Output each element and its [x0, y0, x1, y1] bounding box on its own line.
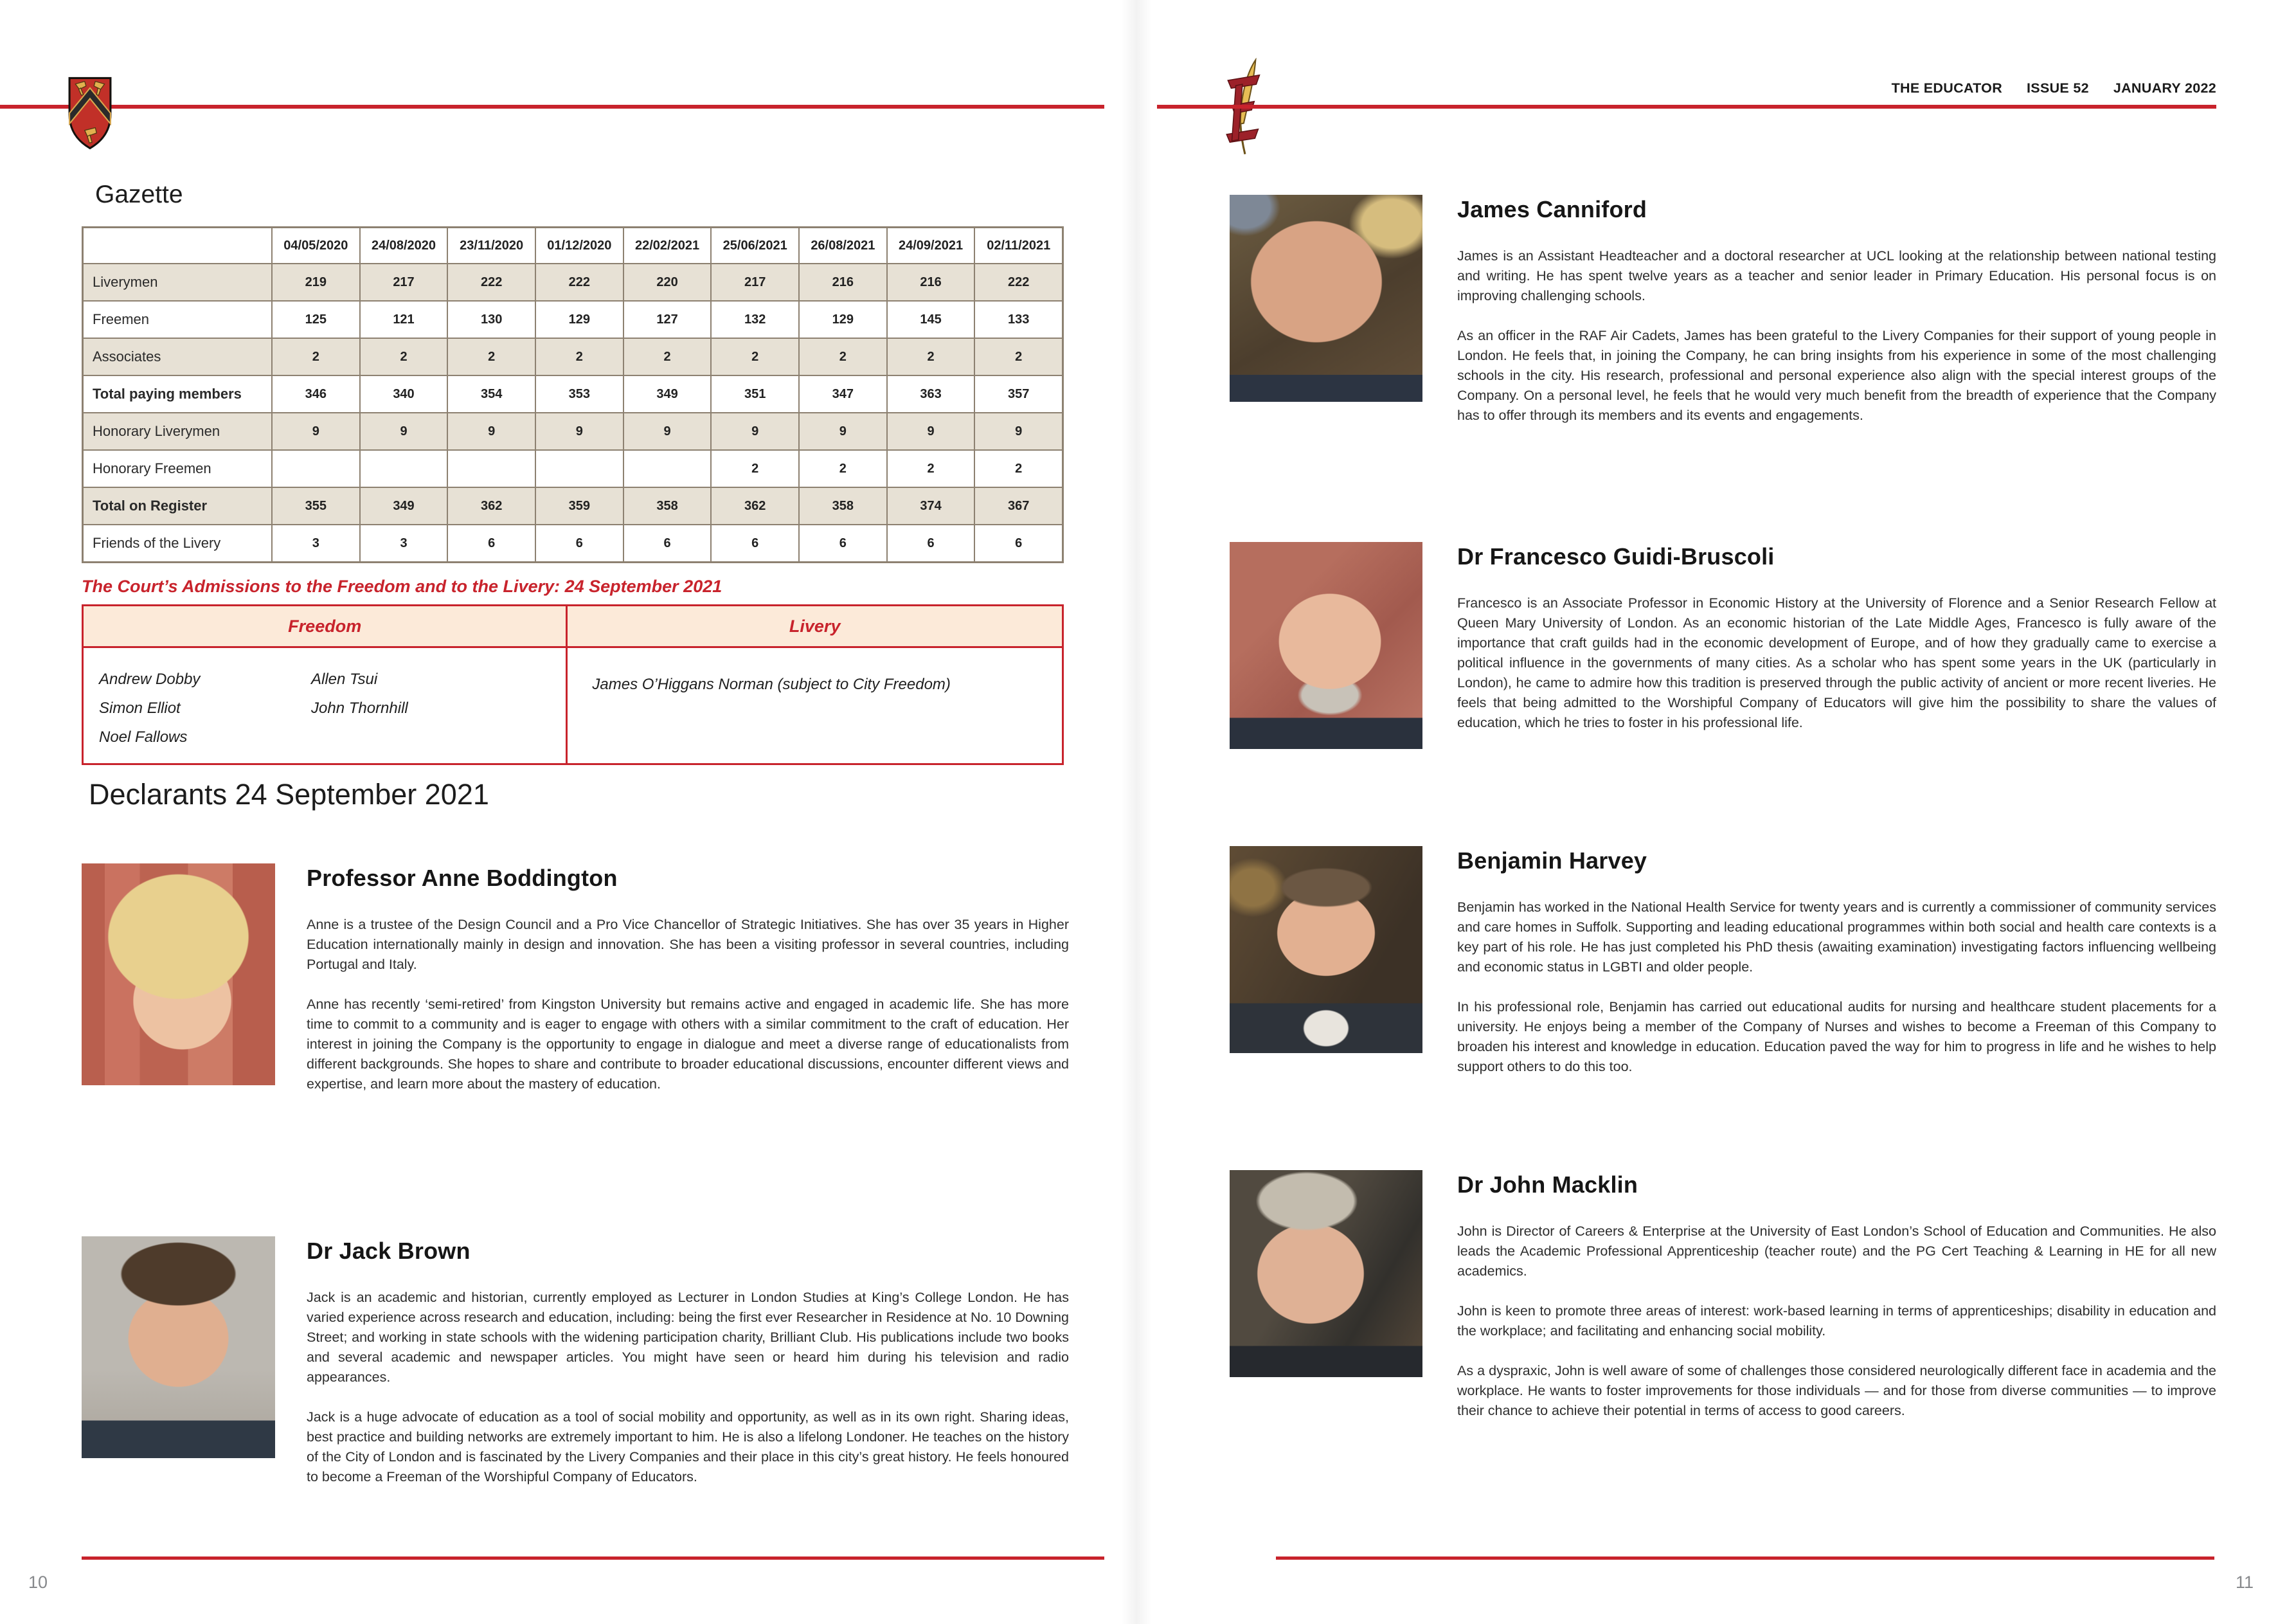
- profile-francesco-guidi-bruscoli: [1230, 542, 2218, 733]
- gazette-cell-value: 362: [447, 488, 535, 524]
- profile-paragraph: Anne is a trustee of the Design Council and a Pro Vice Chancellor of Strategic Initiatives. She has over 35 years in Higher Education internationally mainly in design and innovation. She has been a visiting professor in several countries, including Portugal and Italy.: [307, 917, 1069, 972]
- freedom-names-cell: [84, 648, 568, 763]
- footer-rule-left: [82, 1556, 1104, 1560]
- gazette-cell-value: [359, 451, 447, 487]
- gazette-cell-value: 6: [886, 525, 974, 561]
- profile-paragraph: Francesco is an Associate Professor in Economic History at the University of Florence and a Senior Research Fellow at Queen Mary University of London. As an economic historian of the Late Middle Ages, Francesco is fully aware of the importance that craft guilds had in the economic development of Europe, and of how they gradually came to exercise a political influence in the governments of many cities. As a scholar who has spent some years in the UK (particularly in London), he came to admire how this tradition is preserved through the public activity of ancient or more recent liveries. He feels that being admitted to the Worshipful Company of Educators will give him the possibility to share the values of education, which he tries to foster in his professional life.: [1457, 595, 2216, 730]
- gazette-cell-value: 374: [886, 488, 974, 524]
- admissions-header-row: [84, 606, 1062, 648]
- gazette-cell-value: 2: [886, 451, 974, 487]
- gazette-cell-value: 220: [623, 264, 711, 300]
- gazette-table-row: [84, 449, 1062, 487]
- gazette-cell-value: 222: [447, 264, 535, 300]
- gazette-corner-cell: [84, 228, 271, 263]
- portrait-photo-john-macklin: [1230, 1170, 1422, 1377]
- gazette-cell-value: 145: [886, 302, 974, 338]
- gazette-column-header: 26/08/2021: [798, 228, 886, 263]
- gazette-cell-value: 130: [447, 302, 535, 338]
- gazette-cell-value: 129: [535, 302, 623, 338]
- gazette-cell-value: 354: [447, 376, 535, 412]
- gazette-cell-value: 2: [271, 339, 359, 375]
- gazette-cell-value: 121: [359, 302, 447, 338]
- gazette-table: [82, 226, 1064, 563]
- freedom-column-header: Freedom: [84, 606, 568, 646]
- gazette-row-label: Total paying members: [93, 386, 242, 402]
- profile-text-column: [307, 865, 1069, 1094]
- gazette-cell-value: 362: [710, 488, 798, 524]
- gazette-cell-value: 9: [447, 413, 535, 449]
- gazette-section-title: Gazette: [95, 181, 183, 208]
- gazette-cell-value: 6: [623, 525, 711, 561]
- profile-paragraph: Anne has recently ‘semi-retired’ from Kingston University but remains active and engaged in academic life. She has more time to commit to a community and is eager to engage with others with a similar commitment to the craft of education. Her interest in joining the Company is the opportunity to engage in dialogue and meet a diverse range of educationalists from different backgrounds. She hopes to share and contribute to broader educational discussions, encounter different views and expertise, and learn more about the mastery of education.: [307, 997, 1069, 1092]
- gazette-cell-value: 129: [798, 302, 886, 338]
- gazette-cell-value: 217: [359, 264, 447, 300]
- gazette-column-header: 02/11/2021: [974, 228, 1062, 263]
- profile-paragraph: James is an Assistant Headteacher and a doctoral researcher at UCL looking at the relationship between national testing and writing. He has spent twelve years as a teacher and senior leader in Primary Education. His personal focus is on improving challenging schools.: [1457, 248, 2216, 303]
- admission-name: Allen Tsui: [311, 671, 378, 688]
- gazette-row-label: Honorary Liverymen: [93, 423, 220, 439]
- livery-names-cell: [568, 648, 1062, 763]
- gazette-cell-value: 9: [271, 413, 359, 449]
- profile-benjamin-harvey: [1230, 846, 2218, 1077]
- gazette-column-header: 04/05/2020: [271, 228, 359, 263]
- gazette-table-body: [84, 263, 1062, 561]
- gazette-cell-value: 2: [710, 451, 798, 487]
- gazette-cell-value: 3: [359, 525, 447, 561]
- gazette-row-label: Total on Register: [93, 498, 208, 514]
- gazette-cell-value: 9: [359, 413, 447, 449]
- page-gutter: [1121, 0, 1152, 1624]
- footer-rule-right: [1276, 1556, 2214, 1560]
- gazette-column-header: 22/02/2021: [623, 228, 711, 263]
- gazette-column-header: 25/06/2021: [710, 228, 798, 263]
- gazette-cell-value: 2: [886, 339, 974, 375]
- profile-paragraph: John is Director of Careers & Enterprise at the University of East London’s School of Education and Communities. He also leads the Academic Professional Apprenticeship (teacher route) and the PG Cert Teaching & Learning in HE for all new academics.: [1457, 1223, 2216, 1279]
- gazette-cell-value: 349: [623, 376, 711, 412]
- gazette-cell-value: 9: [710, 413, 798, 449]
- profile-name: James Canniford: [1457, 196, 1647, 222]
- gazette-cell-value: 2: [623, 339, 711, 375]
- gazette-cell-value: 6: [974, 525, 1062, 561]
- issue-header: [1892, 80, 2216, 96]
- admission-name: Simon Elliot: [99, 699, 181, 717]
- gazette-header-row: [84, 228, 1062, 263]
- page-number-left: 10: [28, 1573, 48, 1592]
- issue-date: JANUARY 2022: [2113, 80, 2216, 96]
- gazette-cell-value: 363: [886, 376, 974, 412]
- gazette-cell-value: 9: [623, 413, 711, 449]
- portrait-photo-james-canniford: [1230, 195, 1422, 402]
- gazette-cell-value: 358: [623, 488, 711, 524]
- gazette-cell-value: [447, 451, 535, 487]
- issue-number: ISSUE 52: [2027, 80, 2089, 96]
- gazette-table-row: [84, 375, 1062, 412]
- portrait-photo-francesco-guidi-bruscoli: [1230, 542, 1422, 749]
- profile-text-column: [1457, 196, 2216, 426]
- gazette-cell-value: 2: [798, 339, 886, 375]
- admissions-body-row: [84, 648, 1062, 763]
- gazette-cell-value: 127: [623, 302, 711, 338]
- gazette-row-label: Associates: [93, 348, 161, 365]
- gazette-table-row: [84, 524, 1062, 561]
- gazette-cell-value: 6: [447, 525, 535, 561]
- gazette-cell-value: 222: [535, 264, 623, 300]
- gazette-cell-value: 2: [359, 339, 447, 375]
- gazette-cell-value: 353: [535, 376, 623, 412]
- gazette-cell-value: 346: [271, 376, 359, 412]
- profile-paragraph: Benjamin has worked in the National Health Service for twenty years and is currently a commissioner of community services and care homes in Suffolk. Supporting and leading educational programmes within both social and health care contexts is a key part of his role. He has just completed his PhD thesis (awaiting examination) investigating factors influencing wellbeing and economic status in LGBTI and older people.: [1457, 899, 2216, 975]
- gazette-cell-value: 2: [535, 339, 623, 375]
- profile-paragraph: As an officer in the RAF Air Cadets, James has been grateful to the Livery Companies for their support of young people in London. He feels that, in joining the Company, he can bring insights from his experience in some of the most challenging schools in the city. His research, professional and personal experience also align with the special interest groups of the Company. On a personal level, he feels that he would very much benefit from the breadth of experience that the Company has to offer through its members and its events and engagements.: [1457, 328, 2216, 423]
- gazette-cell-value: 222: [974, 264, 1062, 300]
- profile-paragraph: Jack is a huge advocate of education as a tool of social mobility and opportunity, as well as in its own right. Sharing ideas, best practice and building networks are extremely important to him. He is also a lifelong Londoner. He teaches on the history of the City of London and is fascinated by the Livery Companies and their place in this city’s great history. He feels honoured to become a Freeman of the Worshipful Company of Educators.: [307, 1409, 1069, 1484]
- gazette-cell-value: 347: [798, 376, 886, 412]
- gazette-table-row: [84, 412, 1062, 449]
- gazette-cell-value: 2: [974, 339, 1062, 375]
- gazette-column-header: 24/09/2021: [886, 228, 974, 263]
- gazette-cell-value: 2: [798, 451, 886, 487]
- gazette-cell-value: 340: [359, 376, 447, 412]
- gazette-cell-value: [535, 451, 623, 487]
- gazette-cell-value: 6: [710, 525, 798, 561]
- portrait-photo-jack-brown: [82, 1236, 275, 1458]
- gazette-cell-value: 9: [798, 413, 886, 449]
- profile-james-canniford: [1230, 195, 2218, 426]
- gazette-row-label: Friends of the Livery: [93, 535, 221, 551]
- gazette-cell-value: 358: [798, 488, 886, 524]
- gazette-table-row: [84, 487, 1062, 524]
- gazette-row-label: Freemen: [93, 311, 150, 327]
- gazette-cell-value: 6: [798, 525, 886, 561]
- top-rule-right: [1157, 105, 2216, 109]
- gazette-cell-value: 357: [974, 376, 1062, 412]
- gazette-cell-value: 367: [974, 488, 1062, 524]
- gazette-row-label: Honorary Freemen: [93, 460, 211, 476]
- gazette-cell-value: 9: [535, 413, 623, 449]
- profile-name: Dr John Macklin: [1457, 1171, 1638, 1198]
- gazette-cell-value: 9: [974, 413, 1062, 449]
- profile-paragraph: Jack is an academic and historian, currently employed as Lecturer in London Studies at King’s College London. He has varied experience across research and education, including: being the first ever Researcher in Residence at No. 10 Downing Street; and working in state schools with the widening participation charity, Brilliant Club. His publications include two books and several academic and newspaper articles. You might have seen or heard him during his television and radio appearances.: [307, 1290, 1069, 1385]
- portrait-photo-benjamin-harvey: [1230, 846, 1422, 1053]
- magazine-title: THE EDUCATOR: [1891, 80, 2003, 96]
- freedom-names-column-1: [99, 665, 311, 752]
- gazette-cell-value: [623, 451, 711, 487]
- portrait-photo-anne-boddington: [82, 863, 275, 1085]
- gazette-table-row: [84, 263, 1062, 300]
- profile-text-column: [307, 1238, 1069, 1487]
- gazette-column-header: 01/12/2020: [535, 228, 623, 263]
- admissions-table: [82, 604, 1064, 765]
- gazette-cell-value: 219: [271, 264, 359, 300]
- gazette-cell-value: 359: [535, 488, 623, 524]
- profile-text-column: [1457, 847, 2216, 1077]
- gazette-cell-value: 216: [798, 264, 886, 300]
- profile-jack-brown: [82, 1236, 1070, 1487]
- gazette-cell-value: 6: [535, 525, 623, 561]
- educators-crest-icon: [67, 76, 112, 150]
- gazette-row-label: Liverymen: [93, 274, 158, 290]
- gazette-cell-value: 216: [886, 264, 974, 300]
- profile-name: Dr Jack Brown: [307, 1238, 471, 1264]
- livery-column-header: Livery: [789, 616, 841, 636]
- profile-text-column: [1457, 543, 2216, 733]
- gazette-cell-value: 132: [710, 302, 798, 338]
- gazette-cell-value: 125: [271, 302, 359, 338]
- gazette-column-header: 24/08/2020: [359, 228, 447, 263]
- profile-name: Professor Anne Boddington: [307, 865, 618, 891]
- gazette-cell-value: 349: [359, 488, 447, 524]
- admission-name: Noel Fallows: [99, 728, 188, 746]
- freedom-names-column-2: [311, 665, 523, 752]
- declarants-title: Declarants 24 September 2021: [89, 778, 489, 811]
- profile-paragraph: As a dyspraxic, John is well aware of some of challenges those considered neurologically different face in academia and the workplace. He wants to foster improvements for those individuals — and for those from diverse communities — to improve their chance to achieve their potential in terms of access to good careers.: [1457, 1363, 2216, 1418]
- admission-name: Andrew Dobby: [99, 671, 201, 688]
- profile-paragraph: In his professional role, Benjamin has carried out educational audits for nursing and healthcare student placements for a university. He enjoys being a member of the Company of Nurses and wishes to become a Freeman of this Company to broaden his interest and knowledge in education. Education paved the way for him to progress in life and he wishes to help support others to do this too.: [1457, 999, 2216, 1074]
- gazette-cell-value: 3: [271, 525, 359, 561]
- gazette-table-row: [84, 300, 1062, 338]
- admissions-title: The Court’s Admissions to the Freedom and to the Livery: 24 September 2021: [82, 577, 722, 596]
- top-rule-left: [0, 105, 1104, 109]
- profile-anne-boddington: [82, 863, 1070, 1094]
- gazette-table-row: [84, 338, 1062, 375]
- gazette-column-header: 23/11/2020: [447, 228, 535, 263]
- profile-name: Benjamin Harvey: [1457, 847, 1647, 874]
- gazette-cell-value: 133: [974, 302, 1062, 338]
- admission-name: James O’Higgans Norman (subject to City Freedom): [592, 676, 951, 693]
- profile-name: Dr Francesco Guidi-Bruscoli: [1457, 543, 1775, 570]
- gazette-cell-value: 9: [886, 413, 974, 449]
- gazette-cell-value: 2: [974, 451, 1062, 487]
- admission-name: John Thornhill: [311, 699, 408, 717]
- gazette-cell-value: [271, 451, 359, 487]
- gazette-cell-value: 2: [710, 339, 798, 375]
- gazette-cell-value: 355: [271, 488, 359, 524]
- gazette-cell-value: 217: [710, 264, 798, 300]
- gazette-cell-value: 2: [447, 339, 535, 375]
- gazette-cell-value: 351: [710, 376, 798, 412]
- page-number-right: 11: [2236, 1573, 2254, 1592]
- profile-paragraph: John is keen to promote three areas of interest: work-based learning in terms of apprenticeships; disability in education and the workplace; and facilitating and enhancing social mobility.: [1457, 1303, 2216, 1339]
- profile-text-column: [1457, 1171, 2216, 1421]
- profile-john-macklin: [1230, 1170, 2218, 1421]
